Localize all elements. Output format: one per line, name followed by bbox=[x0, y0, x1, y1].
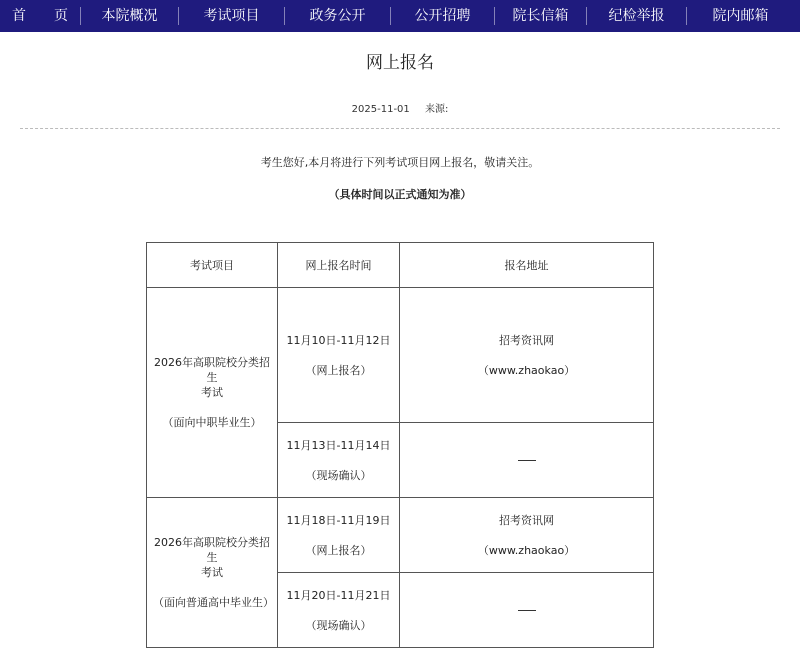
header-project: 考试项目 bbox=[147, 243, 278, 288]
time-range: 11月18日-11月19日 bbox=[286, 513, 391, 527]
project-target: （面向普通高中毕业生） bbox=[153, 596, 274, 609]
address-url: （www.zhaokao） bbox=[477, 363, 576, 377]
project-name-cont: 考试 bbox=[201, 386, 223, 399]
page-title: 网上报名 bbox=[366, 53, 434, 73]
time-note: （网上报名） bbox=[305, 363, 372, 377]
nav-item-recruitment[interactable]: 公开招聘 bbox=[414, 8, 471, 24]
top-navigation-bar bbox=[0, 0, 800, 32]
empty-dash bbox=[518, 610, 536, 611]
project-name: 2026年高职院校分类招生 bbox=[154, 536, 270, 564]
article-meta bbox=[0, 100, 800, 115]
registration-schedule-table bbox=[146, 242, 654, 648]
source-label: 来源: bbox=[424, 104, 449, 115]
project-cell bbox=[147, 288, 278, 498]
time-range: 11月13日-11月14日 bbox=[286, 438, 391, 452]
header-address: 报名地址 bbox=[400, 243, 654, 288]
nav-item-home[interactable]: 首 页 bbox=[12, 8, 68, 24]
nav-item-public-affairs[interactable]: 政务公开 bbox=[309, 8, 366, 24]
header-time: 网上报名时间 bbox=[278, 243, 400, 288]
table-row bbox=[147, 498, 654, 573]
project-cell bbox=[147, 498, 278, 648]
address-cell bbox=[400, 288, 654, 423]
nav-item-exams[interactable]: 考试项目 bbox=[203, 8, 260, 24]
time-cell bbox=[278, 498, 400, 573]
time-note: （网上报名） bbox=[305, 543, 372, 557]
empty-dash bbox=[518, 460, 536, 461]
publish-date: 2025-11-01 bbox=[351, 104, 410, 115]
nav-item-discipline-report[interactable]: 纪检举报 bbox=[608, 8, 665, 24]
address-name: 招考资讯网 bbox=[499, 333, 554, 347]
table-header-row bbox=[147, 243, 654, 288]
intro-text: 考生您好,本月将进行下列考试项目网上报名，敬请关注。 bbox=[260, 156, 540, 169]
address-cell bbox=[400, 498, 654, 573]
time-note: （现场确认） bbox=[305, 468, 372, 482]
nav-item-president-mailbox[interactable]: 院长信箱 bbox=[512, 8, 569, 24]
time-cell bbox=[278, 288, 400, 423]
nav-item-overview[interactable]: 本院概况 bbox=[101, 8, 158, 24]
project-target: （面向中职毕业生） bbox=[162, 416, 262, 429]
time-cell bbox=[278, 573, 400, 648]
address-name: 招考资讯网 bbox=[499, 513, 554, 527]
project-name-cont: 考试 bbox=[201, 566, 223, 579]
address-cell bbox=[400, 423, 654, 498]
title-divider bbox=[20, 128, 780, 129]
time-range: 11月10日-11月12日 bbox=[286, 333, 391, 347]
time-cell bbox=[278, 423, 400, 498]
time-note: （现场确认） bbox=[305, 618, 372, 632]
table-row bbox=[147, 288, 654, 423]
address-url: （www.zhaokao） bbox=[477, 543, 576, 557]
address-cell bbox=[400, 573, 654, 648]
time-range: 11月20日-11月21日 bbox=[286, 588, 391, 602]
notice-text: （具体时间以正式通知为准） bbox=[328, 188, 472, 201]
project-name: 2026年高职院校分类招生 bbox=[154, 356, 270, 384]
nav-item-internal-mail[interactable]: 院内邮箱 bbox=[712, 8, 769, 24]
